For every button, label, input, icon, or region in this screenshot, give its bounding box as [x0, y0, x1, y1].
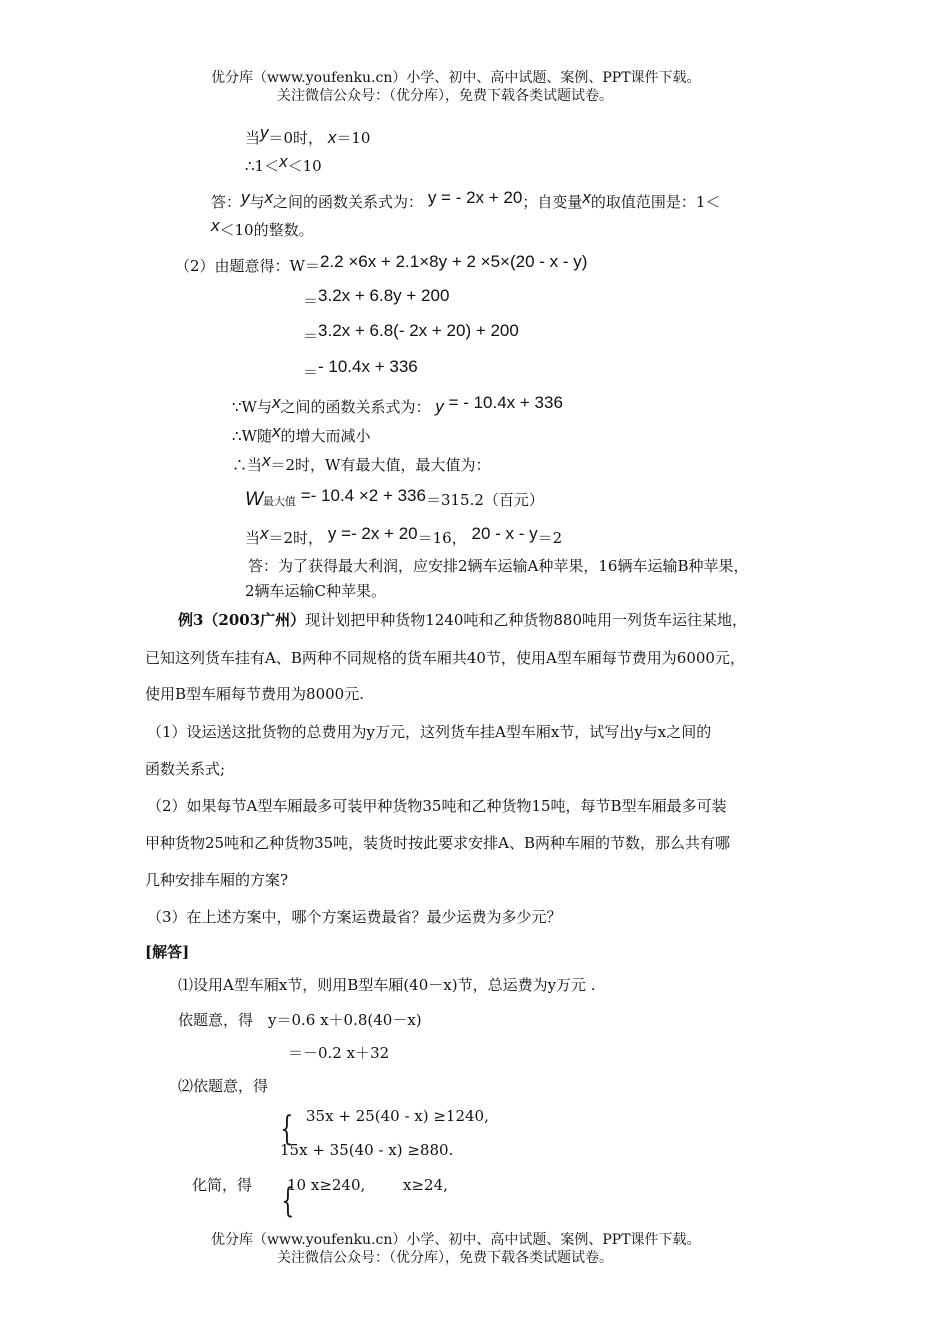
ex3-q2-line-1: （2）如果每节A型车厢最多可装甲种货物35吨和乙种货物15吨，每节B型车厢最多可装: [147, 797, 727, 815]
system-brace-2: {: [281, 1181, 295, 1221]
answer-line-3: ＝－0.2 x＋32: [288, 1044, 390, 1062]
ex3-line-3: 使用B型车厢每节费用为8000元.: [145, 685, 364, 703]
p1-line-2: ∴1＜x＜10: [245, 152, 322, 175]
p2-line-8: W最大值 =- 10.4 ×2 + 336＝315.2（百元）: [245, 486, 544, 510]
p2-line-7: ∴当x＝2时，W有最大值，最大值为：: [232, 451, 491, 474]
p2-line-10: 答：为了获得最大利润，应安排2辆车运输A种苹果，16辆车运输B种苹果，: [248, 557, 749, 575]
simplified-1: 10 x≥240,: [287, 1176, 366, 1194]
ex3-q2-line-3: 几种安排车厢的方案?: [145, 871, 289, 889]
simplified-2: x≥24,: [403, 1176, 448, 1194]
p2-line-11: 2辆车运输C种苹果。: [245, 582, 387, 600]
answer-line-2: 依题意，得 y＝0.6 x＋0.8(40－x): [178, 1011, 422, 1029]
answer-label: [解答]: [145, 943, 190, 961]
p2-line-3: ＝3.2x + 6.8(- 2x + 20) + 200: [303, 321, 519, 345]
p2-line-2: ＝3.2x + 6.8y + 200: [303, 286, 450, 310]
ex3-line-2: 已知这列货车挂有A、B两种不同规格的货车厢共40节，使用A型车厢每节费用为6000元，: [145, 649, 745, 667]
ex3-q1-line-1: （1）设运送这批货物的总费用为y万元，这列货车挂A型车厢x节，试写出y与x之间的: [147, 723, 712, 741]
ex3-line-1: 例3（2003广州）现计划把甲种货物1240吨和乙种货物880吨用一列货车运往某地，: [178, 611, 747, 629]
p2-line-1: （2）由题意得：W＝2.2 ×6x + 2.1×8y + 2 ×5×(20 - x - y): [175, 252, 588, 275]
header-line-1: 优分库（www.youfenku.cn）小学、初中、高中试题、案例、PPT课件下载。: [211, 70, 701, 86]
answer-line-4: ⑵依题意，得: [178, 1077, 269, 1095]
inequality-1: 35x + 25(40 - x) ≥1240,: [306, 1107, 489, 1125]
p2-line-5: ∵W与x之间的函数关系式为： y = - 10.4x + 336: [232, 393, 563, 416]
ex3-q2-line-2: 甲种货物25吨和乙种货物35吨，装货时按此要求安排A、B两种车厢的节数，那么共有哪: [145, 834, 731, 852]
p1-line-3: 答：y与x之间的函数关系式为： y = - 2x + 20；自变量x的取值范围是：1＜: [211, 188, 721, 211]
p1-line-1: 当y＝0时， x＝10: [245, 123, 371, 147]
p2-line-6: ∴W随x的增大而减小: [232, 422, 371, 445]
p2-line-4: ＝- 10.4x + 336: [303, 357, 418, 381]
p2-line-9: 当x＝2时， y =- 2x + 20＝16， 20 - x - y＝2: [245, 524, 563, 547]
system-brace-1: {: [280, 1109, 294, 1149]
inequality-2: 15x + 35(40 - x) ≥880.: [280, 1141, 454, 1159]
footer-line-2: 关注微信公众号：（优分库），免费下载各类试题试卷。: [277, 1250, 613, 1266]
ex3-q1-line-2: 函数关系式;: [145, 760, 226, 778]
simplify-label: 化简，得: [192, 1176, 253, 1194]
header-line-2: 关注微信公众号：（优分库），免费下载各类试题试卷。: [277, 88, 613, 104]
p1-line-4: x＜10的整数。: [211, 216, 314, 239]
footer-line-1: 优分库（www.youfenku.cn）小学、初中、高中试题、案例、PPT课件下载。: [211, 1232, 701, 1248]
answer-line-1: ⑴设用A型车厢x节，则用B型车厢(40－x)节，总运费为y万元 .: [178, 976, 596, 994]
ex3-q3: （3）在上述方案中，哪个方案运费最省？最少运费为多少元？: [147, 908, 562, 926]
